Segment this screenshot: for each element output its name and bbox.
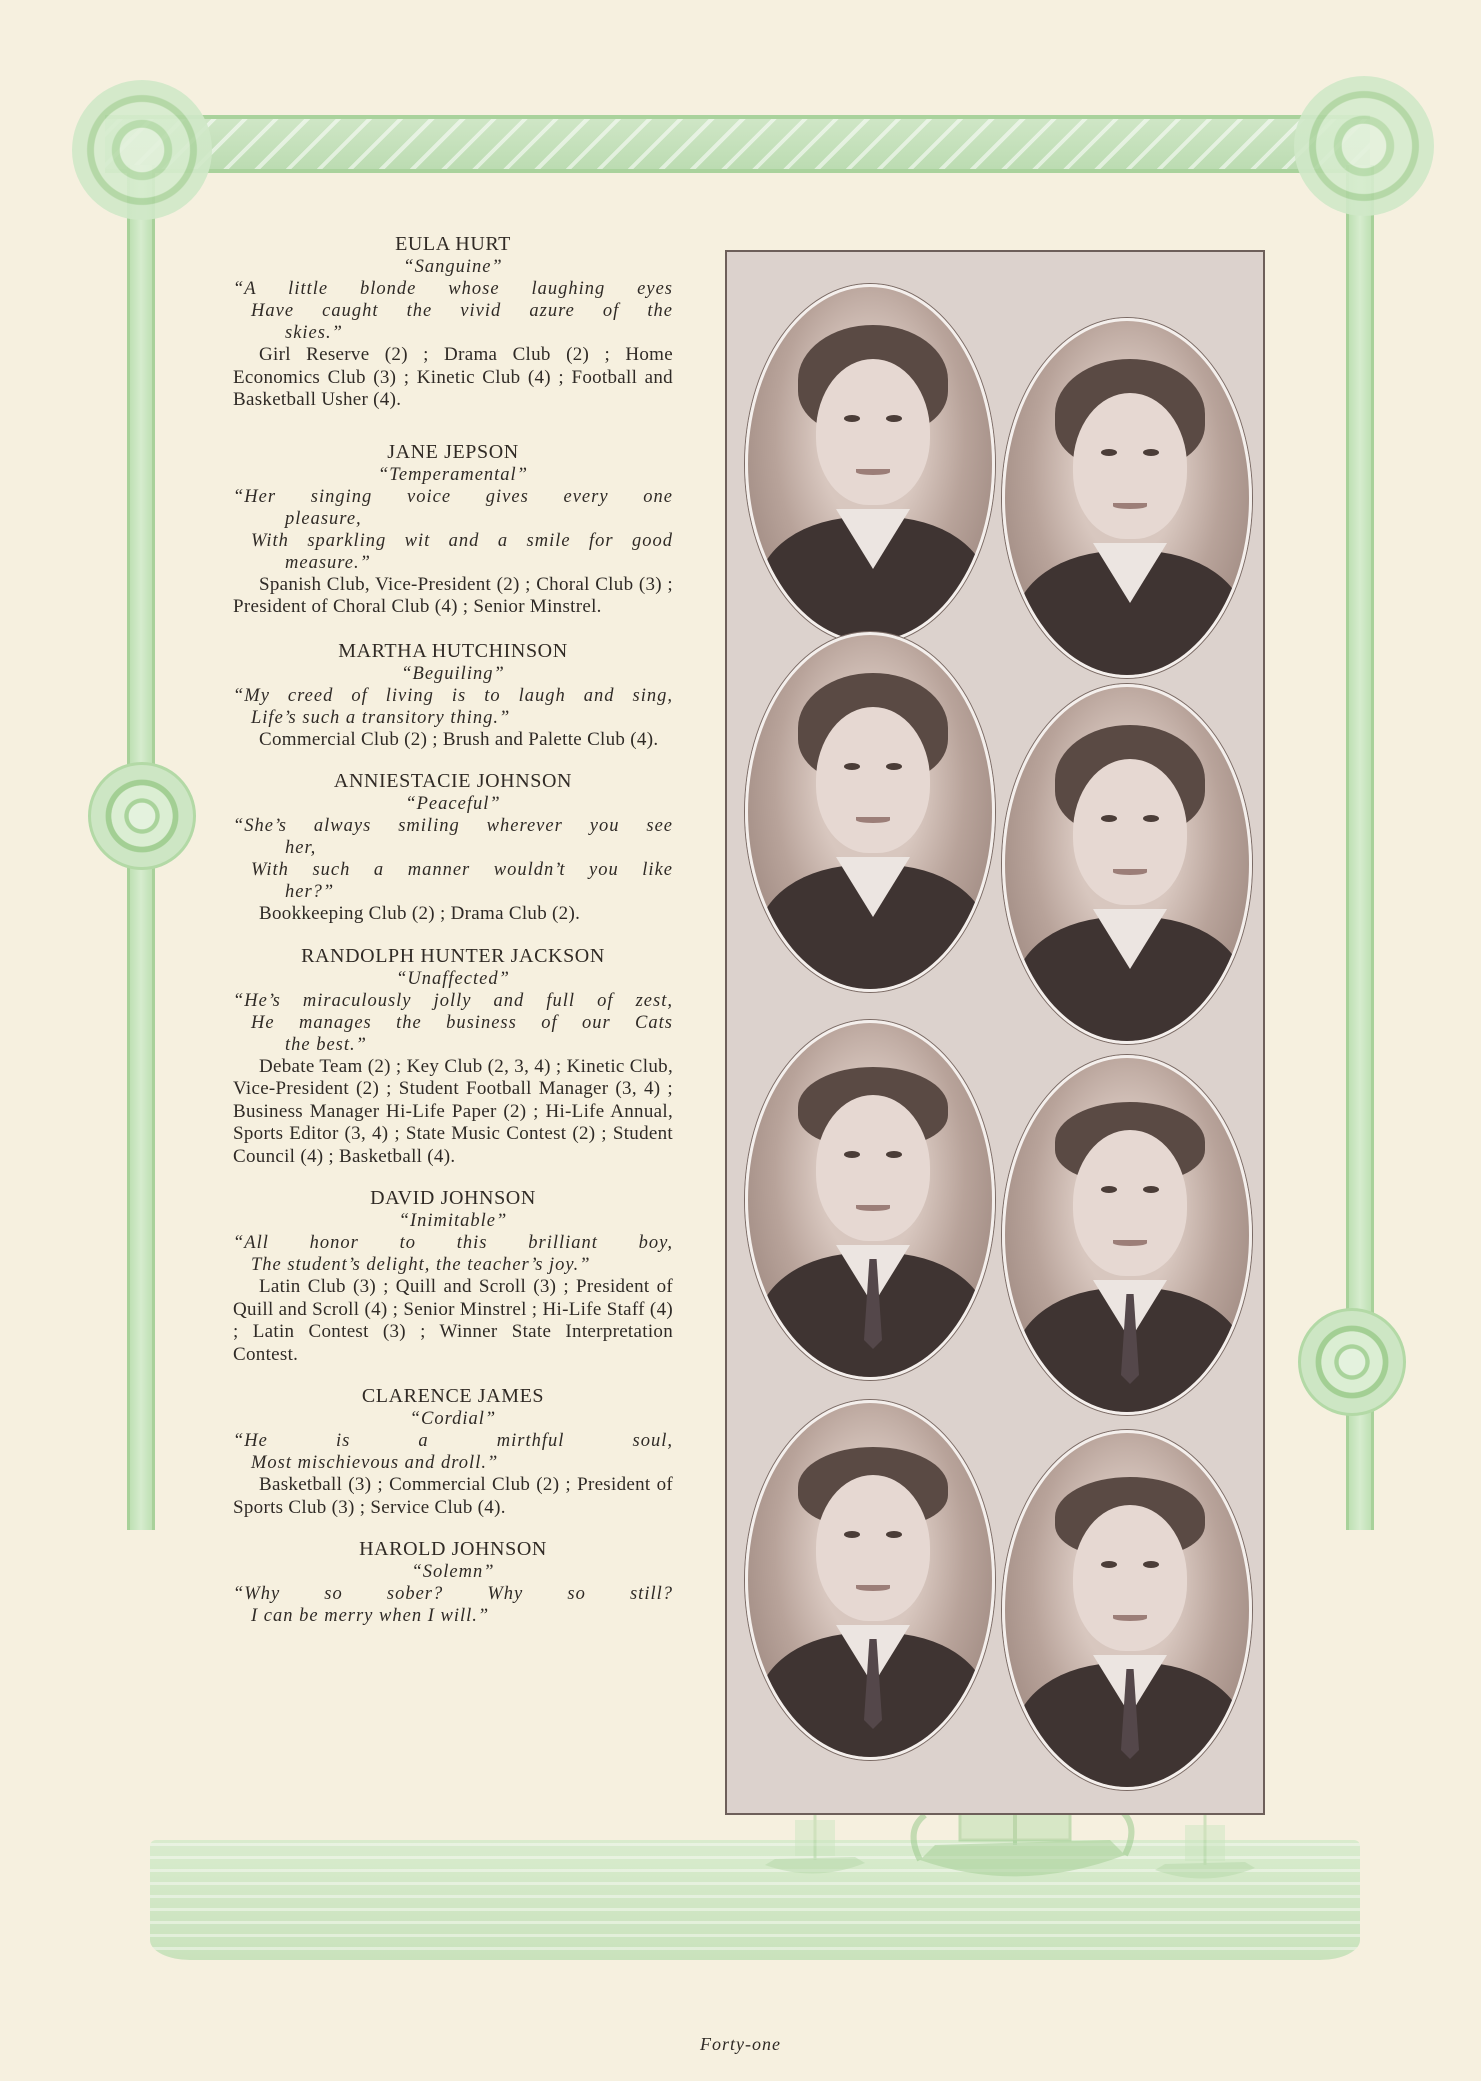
senior-entry <box>233 639 673 752</box>
student-name: CLARENCE JAMES <box>361 1385 545 1407</box>
portrait-eye <box>1143 1561 1159 1568</box>
senior-entry <box>233 440 673 619</box>
senior-entry <box>233 769 673 926</box>
portrait-eye <box>886 1151 902 1158</box>
verse-line: I can be merry when I will.” <box>251 1606 490 1626</box>
student-verse <box>233 815 673 903</box>
verse-line: pleasure, <box>285 508 362 529</box>
senior-entries-column <box>233 232 673 1627</box>
portrait-face <box>816 707 930 853</box>
corner-ornament-icon <box>1294 76 1434 216</box>
portrait-mouth <box>1113 869 1147 875</box>
student-portrait <box>745 1400 995 1760</box>
senior-entry <box>233 944 673 1169</box>
portrait-mouth <box>1113 503 1147 509</box>
verse-line: With such a manner wouldn’t you like <box>251 860 673 880</box>
student-nickname: “Cordial” <box>409 1409 497 1429</box>
portrait-eye <box>844 415 860 422</box>
portrait-eye <box>844 1151 860 1158</box>
student-verse <box>233 486 673 574</box>
page-number: Forty-one <box>700 2034 781 2054</box>
verse-line: The student’s delight, the teacher’s joy.” <box>251 1255 591 1275</box>
verse-line: With sparkling wit and a smile for good <box>251 530 673 551</box>
student-portrait <box>1002 684 1252 1044</box>
portrait-eye <box>886 415 902 422</box>
student-verse <box>233 1583 673 1627</box>
corner-ornament-icon <box>72 80 212 220</box>
verse-line: “A little blonde whose laughing eyes <box>233 279 673 299</box>
student-name: EULA HURT <box>395 233 511 255</box>
verse-line: “He is a mirthful soul, <box>233 1431 673 1451</box>
student-name: ANNIESTACIE JOHNSON <box>333 770 573 792</box>
student-name: RANDOLPH HUNTER JACKSON <box>301 944 605 967</box>
portrait-eye <box>1143 1186 1159 1193</box>
verse-line: her?” <box>285 882 335 902</box>
senior-entry <box>233 1537 673 1627</box>
student-portrait <box>1002 1055 1252 1415</box>
student-portrait <box>1002 318 1252 678</box>
verse-line: Life’s such a transitory thing.” <box>251 707 511 728</box>
portrait-eye <box>844 763 860 770</box>
student-portrait <box>1002 1430 1252 1790</box>
student-verse <box>233 1430 673 1474</box>
portrait-face <box>816 359 930 505</box>
portrait-eye <box>844 1531 860 1538</box>
student-activities: Girl Reserve (2) ; Drama Club (2) ; Home Economics Club (3) ; Kinetic Club (4) ; Football and Basketball Usher (4). <box>233 344 673 410</box>
student-activities: Spanish Club, Vice-President (2) ; Choral Club (3) ; President of Choral Club (4) ; Senior Minstrel. <box>233 573 673 617</box>
student-name: DAVID JOHNSON <box>370 1187 536 1209</box>
verse-line: “She’s always smiling wherever you see <box>233 816 673 836</box>
student-nickname: “Beguiling” <box>401 663 505 684</box>
verse-line: “Her singing voice gives every one <box>233 486 673 507</box>
portrait-panel <box>725 250 1265 1815</box>
student-name: HAROLD JOHNSON <box>359 1538 547 1560</box>
student-portrait <box>745 1020 995 1380</box>
portrait-mouth <box>1113 1615 1147 1621</box>
student-verse <box>233 278 673 344</box>
student-nickname: “Solemn” <box>411 1562 495 1582</box>
student-activities: Debate Team (2) ; Key Club (2, 3, 4) ; Kinetic Club, Vice-President (2) ; Student Football Manager (3, 4) ; Business Manager Hi-Life Paper (2) ; Hi-Life Annual, Sports Editor (3, 4) ; State Music Contest (2) ; Student Council (4) ; Basketball (4). <box>233 1055 673 1167</box>
portrait-face <box>1073 1130 1187 1276</box>
senior-entry <box>233 232 673 412</box>
student-verse <box>233 1232 673 1276</box>
student-portrait <box>745 284 995 644</box>
small-ship-icon <box>1150 1810 1260 1890</box>
verse-line: the best.” <box>285 1034 367 1055</box>
student-nickname: “Unaffected” <box>396 968 510 989</box>
verse-line: skies.” <box>285 323 343 343</box>
senior-entry <box>233 1186 673 1366</box>
portrait-mouth <box>856 469 890 475</box>
student-activities: Bookkeeping Club (2) ; Drama Club (2). <box>259 903 581 924</box>
verse-line: “Why so sober? Why so still? <box>233 1584 673 1604</box>
medallion-ornament-icon <box>88 762 196 870</box>
ornamental-border-top <box>105 115 1370 173</box>
verse-line: “My creed of living is to laugh and sing, <box>233 685 673 706</box>
verse-line: Most mischievous and droll.” <box>251 1453 499 1473</box>
student-name: JANE JEPSON <box>387 440 519 463</box>
portrait-eye <box>1101 1561 1117 1568</box>
portrait-eye <box>1101 1186 1117 1193</box>
portrait-eye <box>1101 449 1117 456</box>
portrait-eye <box>886 1531 902 1538</box>
portrait-eye <box>1143 449 1159 456</box>
portrait-mouth <box>1113 1240 1147 1246</box>
portrait-eye <box>1143 815 1159 822</box>
student-nickname: “Temperamental” <box>377 464 528 485</box>
verse-line: measure.” <box>285 552 371 573</box>
verse-line: He manages the business of our Cats <box>251 1012 673 1033</box>
portrait-mouth <box>856 817 890 823</box>
student-name: MARTHA HUTCHINSON <box>338 639 568 662</box>
student-verse <box>233 685 673 729</box>
student-activities: Commercial Club (2) ; Brush and Palette Club (4). <box>259 728 659 750</box>
portrait-eye <box>886 763 902 770</box>
student-portrait <box>745 632 995 992</box>
small-ship-icon <box>760 1805 870 1885</box>
senior-entry <box>233 1384 673 1519</box>
verse-line: Have caught the vivid azure of the <box>251 301 673 321</box>
student-nickname: “Inimitable” <box>398 1211 508 1231</box>
verse-line: “All honor to this brilliant boy, <box>233 1233 673 1253</box>
portrait-eye <box>1101 815 1117 822</box>
student-activities: Latin Club (3) ; Quill and Scroll (3) ; President of Quill and Scroll (4) ; Senior Minstrel ; Hi-Life Staff (4) ; Latin Contest (3) ; Winner State Interpretation Contest. <box>233 1276 673 1365</box>
portrait-face <box>1073 759 1187 905</box>
portrait-face <box>1073 1505 1187 1651</box>
portrait-face <box>1073 393 1187 539</box>
student-verse <box>233 990 673 1056</box>
portrait-face <box>816 1475 930 1621</box>
portrait-mouth <box>856 1205 890 1211</box>
medallion-ornament-icon <box>1298 1308 1406 1416</box>
student-activities: Basketball (3) ; Commercial Club (2) ; President of Sports Club (3) ; Service Club (4). <box>233 1474 673 1518</box>
portrait-mouth <box>856 1585 890 1591</box>
verse-line: her, <box>285 838 317 858</box>
verse-line: “He’s miraculously jolly and full of zest, <box>233 990 673 1011</box>
portrait-face <box>816 1095 930 1241</box>
student-nickname: “Sanguine” <box>403 257 503 277</box>
student-nickname: “Peaceful” <box>405 794 501 814</box>
